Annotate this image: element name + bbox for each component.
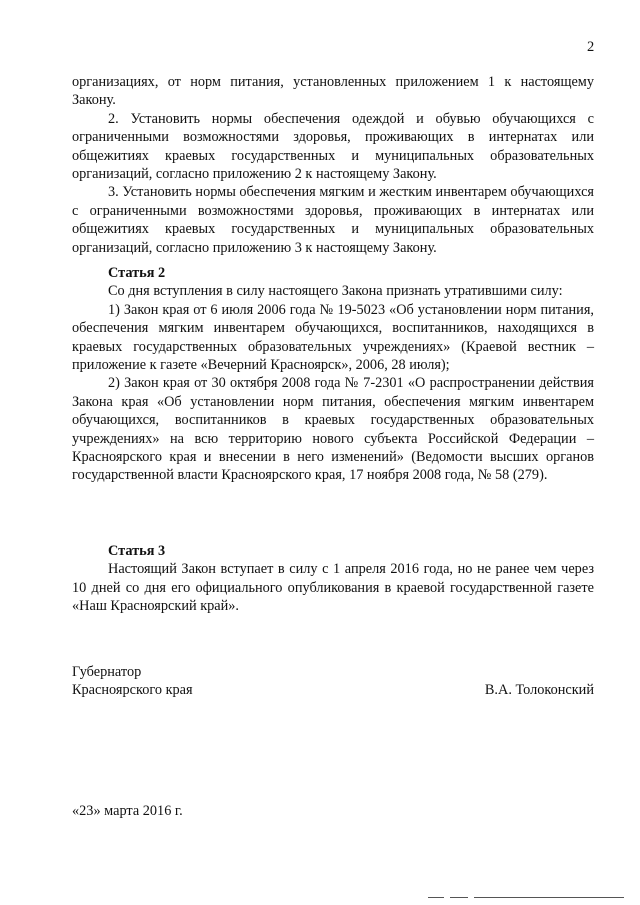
article-2-lead: Со дня вступления в силу настоящего Закона признать утратившими силу: bbox=[108, 283, 563, 300]
article-2-item-2: 2) Закон края от 30 октября 2008 года № 7-2301 «О распространении действия Закона края «Об установлении норм питания, обеспечения мягким инвентарем обучающихся, воспитанников в краевых государственных образовательных учреждениях» на всю территорию нового субъекта Российской Федерации – Красноярского края и внесении в него изменений» (Ведомости высших органов государственной власти Красноярского края, 17 ноября 2008 года, № 58 (279). bbox=[72, 375, 594, 484]
signature-block bbox=[72, 663, 594, 700]
paragraph-item-2: 2. Установить нормы обеспечения одеждой и обувью обучающихся с ограниченными возможностями здоровья, проживающих в интернатах или общежитиях краевых государственных и муниципальных образовательных организаций, согласно приложению 2 к настоящему Закону. bbox=[72, 110, 594, 183]
article-1-continuation bbox=[72, 73, 594, 257]
article-3-text: Настоящий Закон вступает в силу с 1 апреля 2016 года, но не ранее чем через 10 дней со дня его официального опубликования в краевой государственной газете «Наш Красноярский край». bbox=[72, 561, 594, 615]
signature-name: В.А. Толоконский bbox=[484, 682, 594, 699]
article-2-heading: Статья 2 bbox=[108, 265, 166, 281]
signature-title-line-1: Губернатор bbox=[72, 664, 142, 680]
paragraph-continuation: организациях, от норм питания, установленных приложением 1 к настоящему Закону. bbox=[72, 74, 594, 109]
footer-rule bbox=[428, 897, 628, 901]
signature-title-line-2: Красноярского края bbox=[72, 682, 193, 699]
article-2 bbox=[72, 264, 594, 485]
article-3 bbox=[72, 542, 594, 616]
article-2-item-1: 1) Закон края от 6 июля 2006 года № 19-5023 «Об установлении норм питания, обеспечения мягким инвентарем обучающихся, воспитанников, находящихся в краевых государственных образовательных учреждениях» (Краевой вестник – приложение к газете «Вечерний Красноярск», 2006, 28 июля); bbox=[72, 301, 594, 374]
document-date: «23» марта 2016 г. bbox=[72, 803, 183, 819]
article-3-heading: Статья 3 bbox=[108, 543, 166, 559]
paragraph-item-3: 3. Установить нормы обеспечения мягким и жестким инвентарем обучающихся с ограниченными возможностями здоровья, проживающих в интернатах или общежитиях краевых государственных и муниципальных образовательных организаций, согласно приложению 3 к настоящему Закону. bbox=[72, 184, 594, 256]
page-number: 2 bbox=[587, 39, 595, 55]
